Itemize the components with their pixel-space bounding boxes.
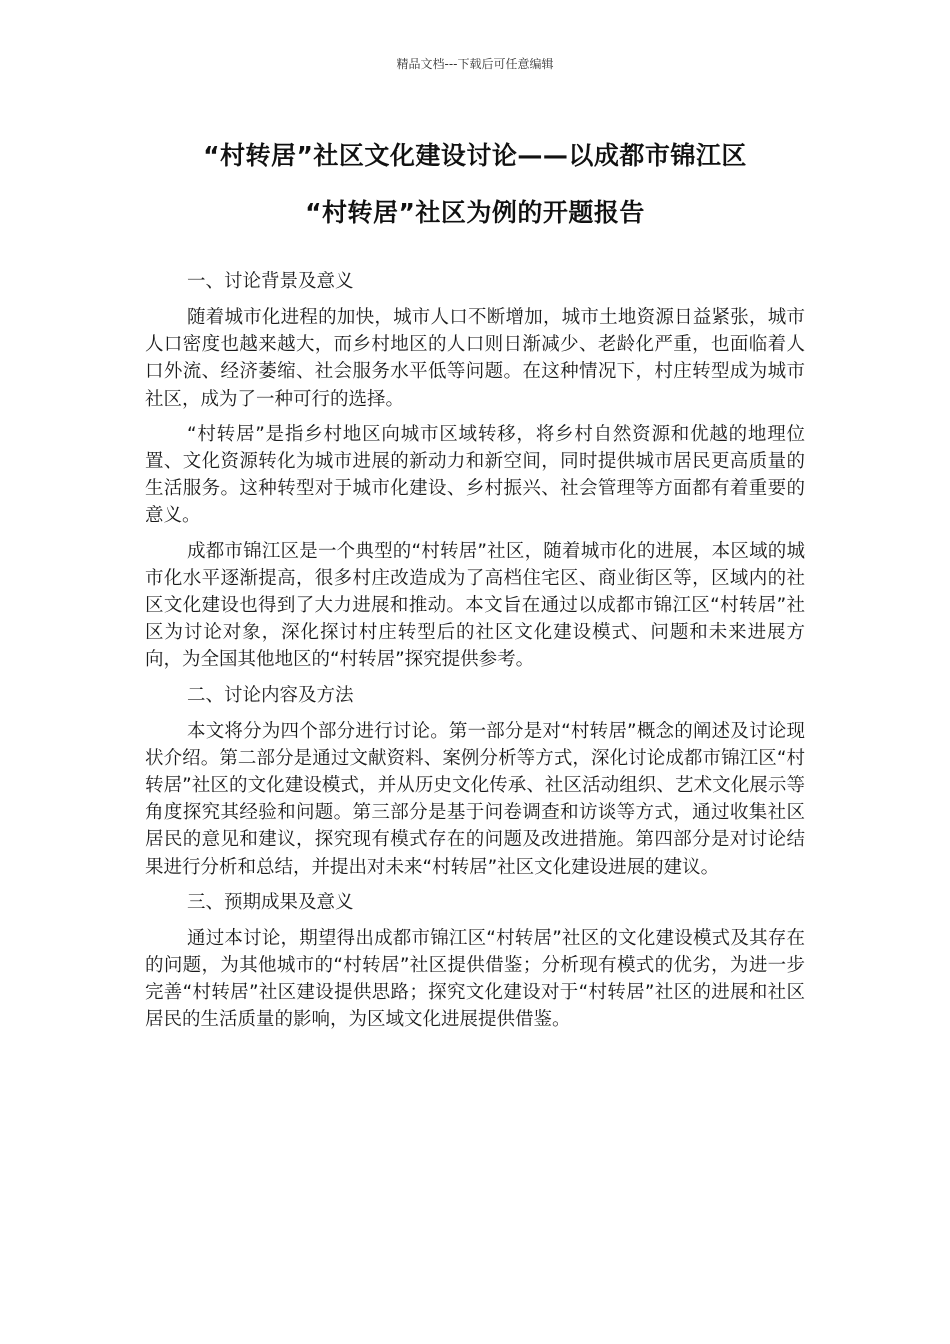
document-body [145,268,805,1042]
document-title-line-1: “村转居”社区文化建设讨论——以成都市锦江区 [203,141,747,170]
paragraph: 随着城市化进程的加快，城市人口不断增加，城市土地资源日益紧张，城市人口密度也越来越大，而乡村地区的人口则日渐减少、老龄化严重，也面临着人口外流、经济萎缩、社会服务水平低等问题。在这种情况下，村庄转型成为城市社区，成为了一种可行的选择。 [145,307,805,410]
section-heading-expected-results: 三、预期成果及意义 [187,891,354,913]
paragraph: 本文将分为四个部分进行讨论。第一部分是对“村转居”概念的阐述及讨论现状介绍。第二部分是通过文献资料、案例分析等方式，深化讨论成都市锦江区“村转居”社区的文化建设模式，并从历史文化传承、社区活动组织、艺术文化展示等角度探究其经验和问题。第三部分是基于问卷调查和访谈等方式，通过收集社区居民的意见和建议，探究现有模式存在的问题及改进措施。第四部分是对讨论结果进行分析和总结，并提出对未来“村转居”社区文化建设进展的建议。 [145,720,805,878]
header-note: 精品文档---下载后可任意编辑 [396,57,554,71]
paragraph: 成都市锦江区是一个典型的“村转居”社区，随着城市化的进展，本区域的城市化水平逐渐提高，很多村庄改造成为了高档住宅区、商业街区等，区域内的社区文化建设也得到了大力进展和推动。本文旨在通过以成都市锦江区“村转居”社区为讨论对象，深化探讨村庄转型后的社区文化建设模式、问题和未来进展方向，为全国其他地区的“村转居”探究提供参考。 [145,540,805,671]
section-heading-content-method: 二、讨论内容及方法 [187,684,354,706]
paragraph: 通过本讨论，期望得出成都市锦江区“村转居”社区的文化建设模式及其存在的问题，为其他城市的“村转居”社区提供借鉴；分析现有模式的优劣，为进一步完善“村转居”社区建设提供思路；探究文化建设对于“村转居”社区的进展和社区居民的生活质量的影响，为区域文化进展提供借鉴。 [145,927,805,1031]
paragraph: “村转居”是指乡村地区向城市区域转移，将乡村自然资源和优越的地理位置、文化资源转化为城市进展的新动力和新空间，同时提供城市居民更高质量的生活服务。这种转型对于城市化建设、乡村振兴、社会管理等方面都有着重要的意义。 [145,423,805,527]
document-title-line-2: “村转居”社区为例的开题报告 [305,198,645,227]
section-heading-background: 一、讨论背景及意义 [187,271,354,292]
